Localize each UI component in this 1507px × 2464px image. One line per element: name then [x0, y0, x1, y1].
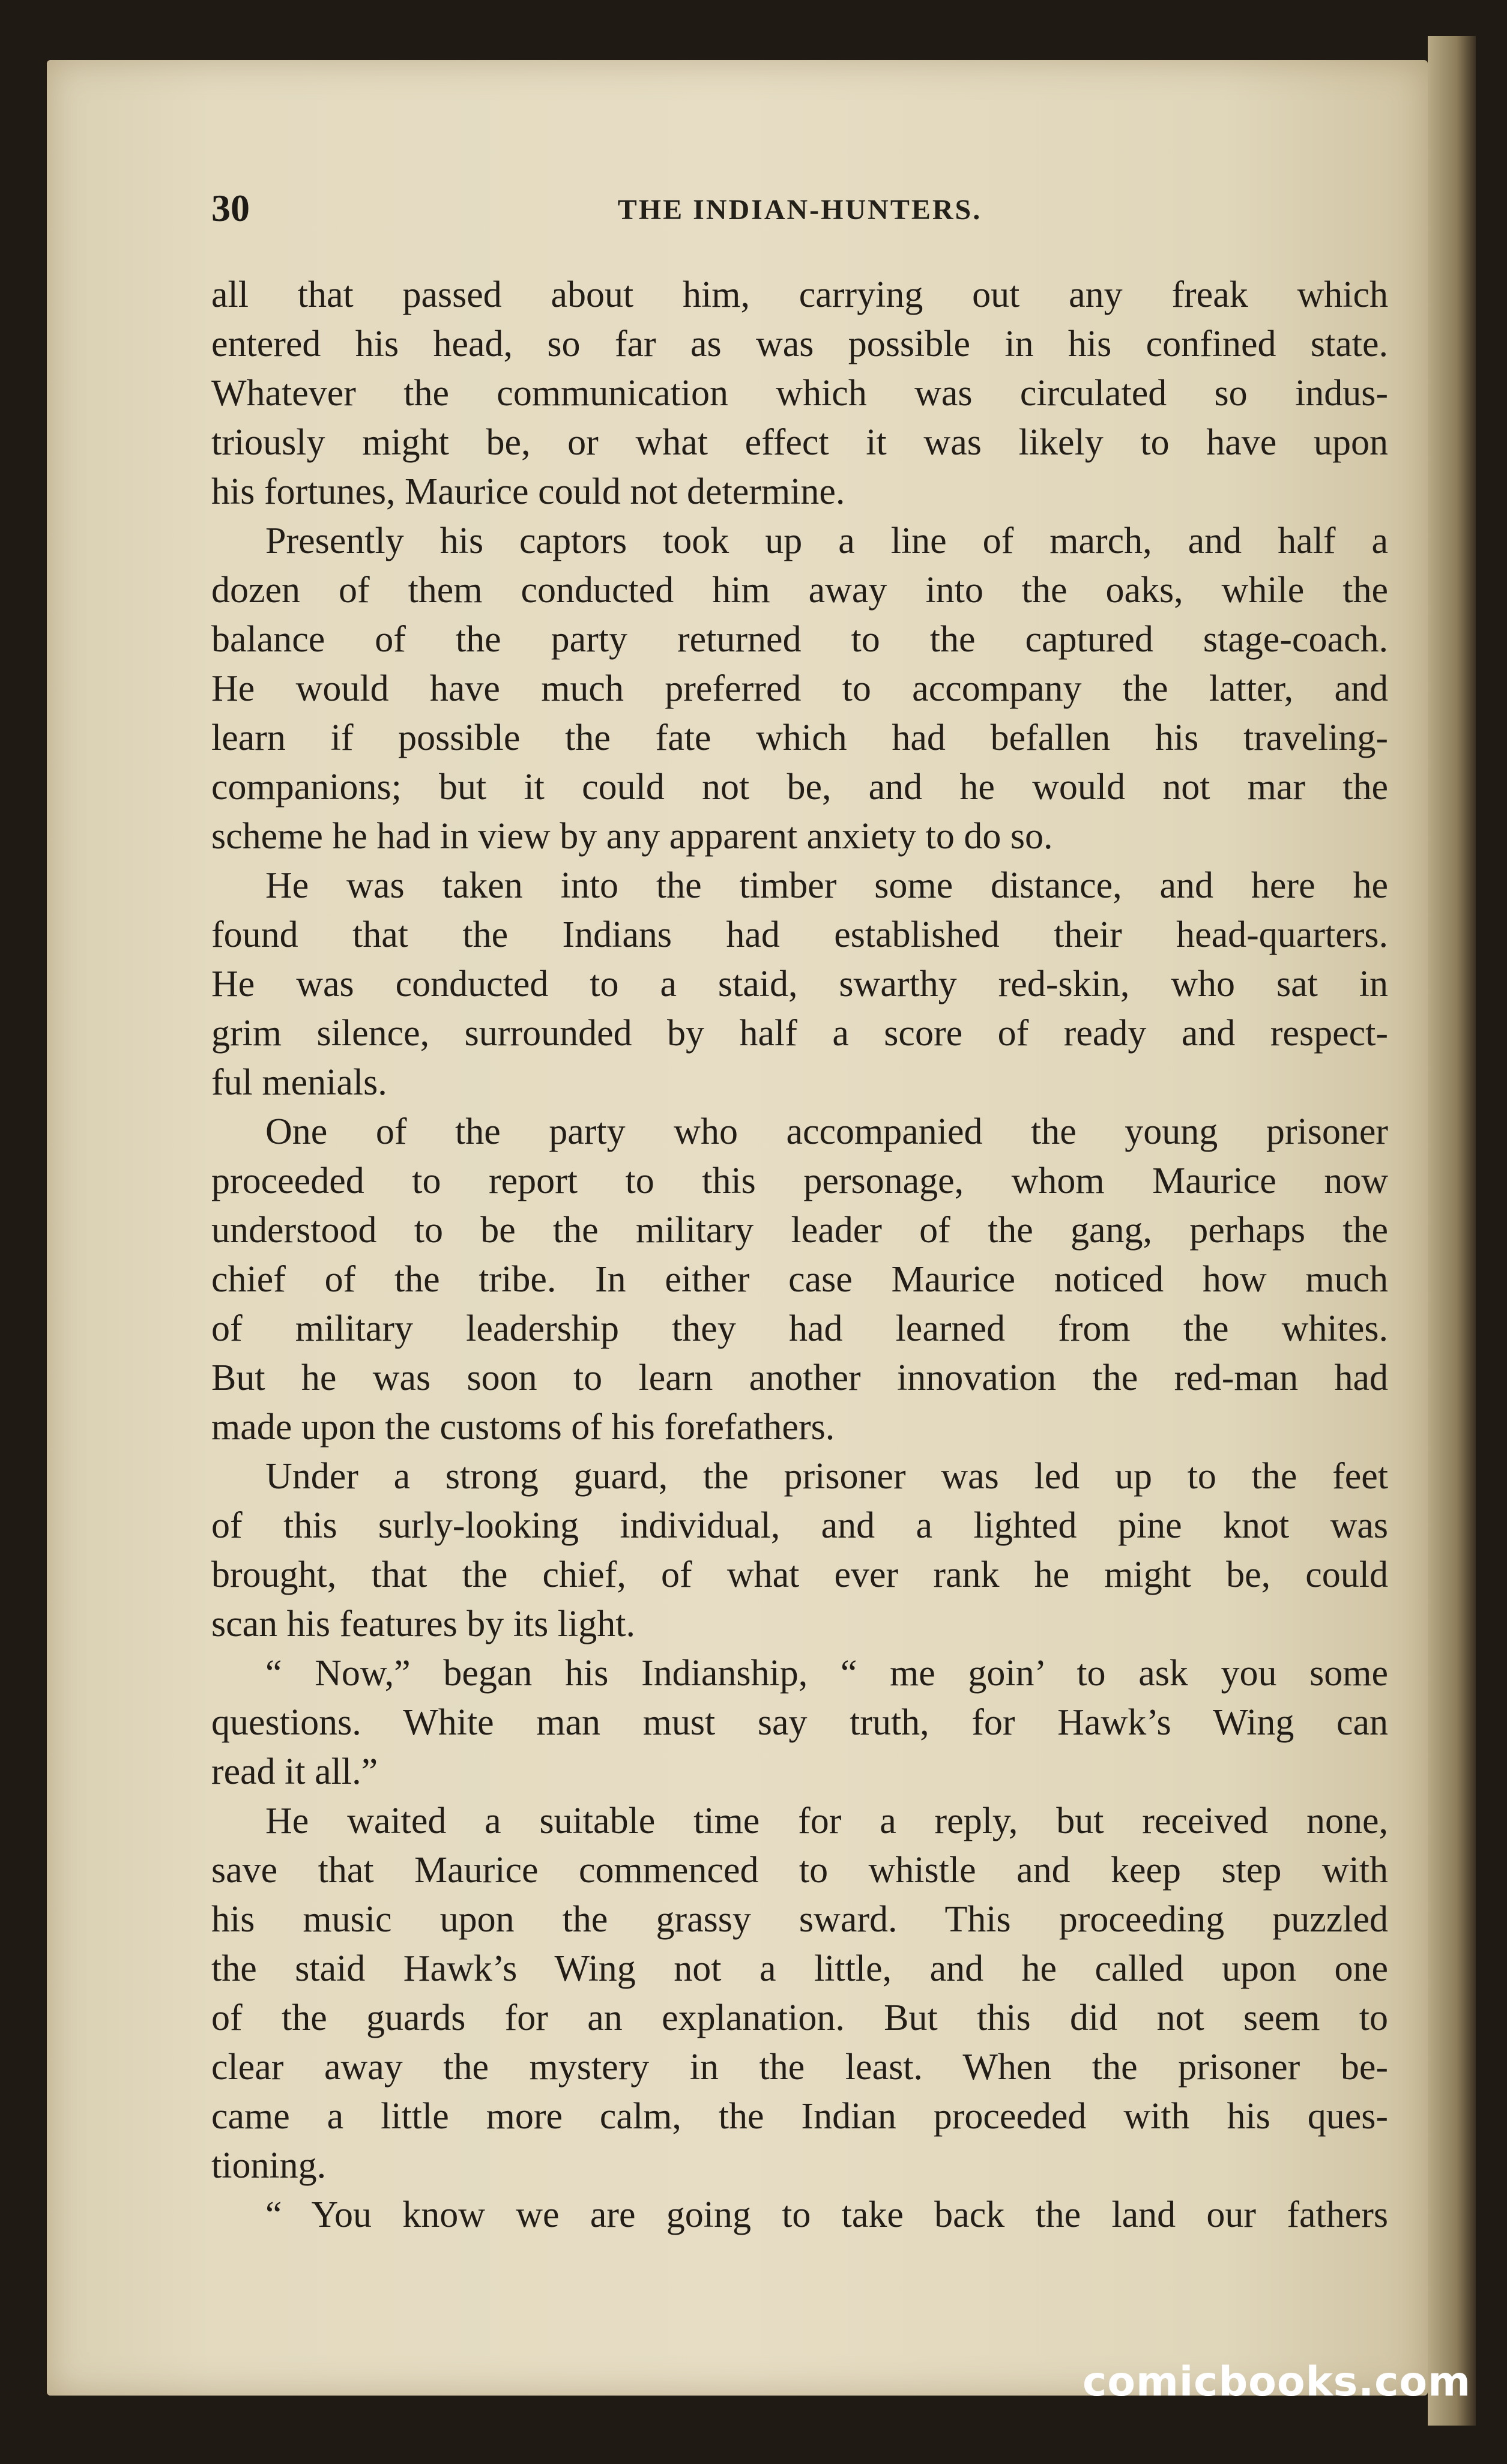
text-line: learn if possible the fate which had befallen his traveling-	[211, 717, 1388, 758]
text-line: his fortunes, Maurice could not determine.	[211, 471, 845, 512]
text-line: found that the Indians had established their head-quarters.	[211, 914, 1388, 955]
text-line: read it all.”	[211, 1751, 378, 1792]
running-title: THE INDIAN-HUNTERS.	[617, 194, 982, 226]
text-line: ful menials.	[211, 1062, 387, 1103]
book-page-edge	[1428, 36, 1476, 2426]
text-line: dozen of them conducted him away into the oaks, while the	[211, 570, 1388, 611]
text-line: scheme he had in view by any apparent anxiety to do so.	[211, 816, 1053, 857]
text-line: Whatever the communication which was circulated so indus-	[211, 373, 1388, 414]
text-line: came a little more calm, the Indian proceeded with his ques-	[211, 2096, 1388, 2137]
text-line: all that passed about him, carrying out any freak which	[211, 274, 1388, 315]
text-line: He would have much preferred to accompany the latter, and	[211, 668, 1388, 709]
text-line: But he was soon to learn another innovation the red-man had	[211, 1357, 1388, 1398]
text-line: companions; but it could not be, and he would not mar the	[211, 767, 1388, 808]
watermark-text: comicbooks.com	[1082, 2358, 1471, 2406]
text-line: the staid Hawk’s Wing not a little, and he called upon one	[211, 1948, 1388, 1989]
text-line: Presently his captors took up a line of march, and half a	[265, 521, 1388, 561]
text-line: He was taken into the timber some distance, and here he	[265, 865, 1388, 906]
text-line: entered his head, so far as was possible in his confined state.	[211, 324, 1388, 364]
text-line: brought, that the chief, of what ever rank he might be, could	[211, 1554, 1388, 1595]
text-line: of this surly-looking individual, and a lighted pine knot was	[211, 1505, 1388, 1546]
body-text	[211, 270, 1388, 2239]
text-line: triously might be, or what effect it was likely to have upon	[211, 422, 1388, 463]
text-line: questions. White man must say truth, for Hawk’s Wing can	[211, 1702, 1388, 1743]
text-line: made upon the customs of his forefathers.	[211, 1407, 835, 1448]
text-line: “ You know we are going to take back the land our fathers	[265, 2194, 1388, 2235]
text-line: He waited a suitable time for a reply, but received none,	[265, 1801, 1388, 1841]
text-line: clear away the mystery in the least. When the prisoner be-	[211, 2047, 1388, 2088]
page-number: 30	[211, 187, 250, 229]
text-line: He was conducted to a staid, swarthy red-skin, who sat in	[211, 964, 1388, 1004]
text-line: of the guards for an explanation. But this did not seem to	[211, 1997, 1388, 2038]
text-line: balance of the party returned to the captured stage-coach.	[211, 619, 1388, 660]
text-line: scan his features by its light.	[211, 1604, 635, 1644]
running-head	[211, 186, 1388, 234]
text-line: grim silence, surrounded by half a score of ready and respect-	[211, 1013, 1388, 1054]
text-line: his music upon the grassy sward. This proceeding puzzled	[211, 1899, 1388, 1940]
text-line: chief of the tribe. In either case Maurice noticed how much	[211, 1259, 1388, 1300]
text-line: tioning.	[211, 2145, 327, 2186]
text-line: Under a strong guard, the prisoner was led up to the feet	[265, 1456, 1388, 1497]
text-line: of military leadership they had learned from the whites.	[211, 1308, 1388, 1349]
text-line: One of the party who accompanied the young prisoner	[265, 1111, 1388, 1152]
text-line: save that Maurice commenced to whistle and keep step with	[211, 1850, 1388, 1891]
text-line: understood to be the military leader of the gang, perhaps the	[211, 1210, 1388, 1251]
text-line: “ Now,” began his Indianship, “ me goin’ to ask you some	[265, 1653, 1388, 1694]
text-line: proceeded to report to this personage, whom Maurice now	[211, 1161, 1388, 1201]
